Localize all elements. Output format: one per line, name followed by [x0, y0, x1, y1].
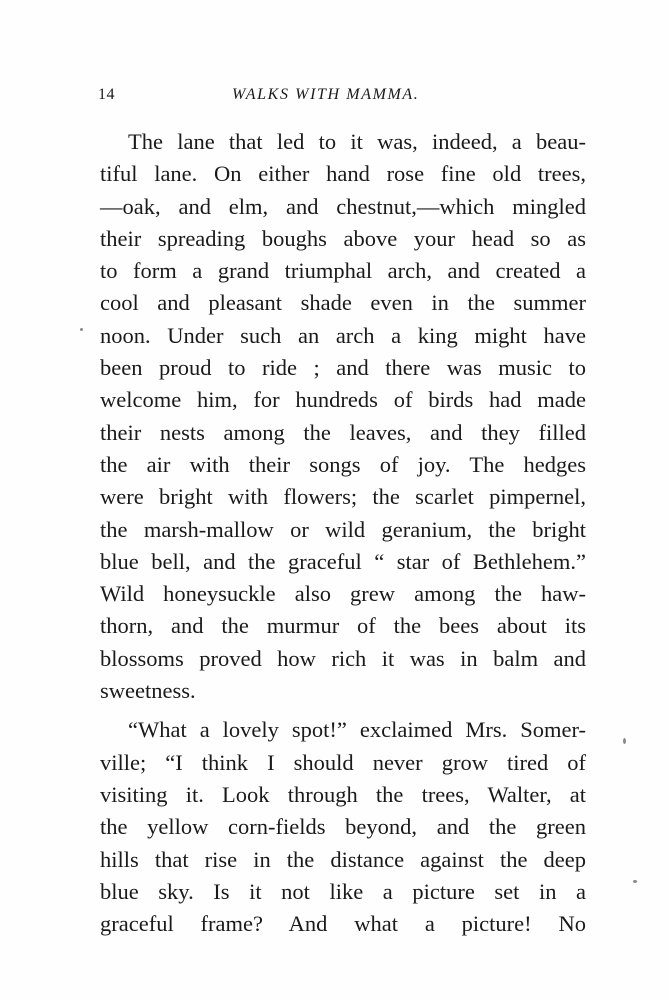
paragraph-1 — [100, 126, 586, 707]
text-line: to form a grand triumphal arch, and created a — [100, 258, 586, 284]
text-line: blue bell, and the graceful “ star of Bethlehem.” — [100, 548, 586, 574]
text-line: —oak, and elm, and chestnut,—which mingled — [100, 193, 586, 219]
text-line: blue sky. Is it not like a picture set in a — [100, 878, 586, 904]
text-line: “What a lovely spot!” exclaimed Mrs. Somer- — [128, 717, 586, 743]
page-number: 14 — [98, 86, 115, 103]
text-line: sweetness. — [100, 678, 196, 704]
text-line: cool and pleasant shade even in the summer — [100, 290, 586, 316]
text-line: welcome him, for hundreds of birds had made — [100, 387, 586, 413]
text-line: the marsh-mallow or wild geranium, the bright — [100, 516, 586, 542]
running-title: WALKS WITH MAMMA. — [232, 86, 420, 103]
text-line: blossoms proved how rich it was in balm and — [100, 645, 586, 671]
text-line: the air with their songs of joy. The hedges — [100, 451, 586, 477]
text-line: visiting it. Look through the trees, Walter, at — [100, 781, 586, 807]
text-line: ville; “I think I should never grow tired of — [100, 749, 586, 775]
text-line: thorn, and the murmur of the bees about its — [100, 613, 586, 639]
text-line: were bright with flowers; the scarlet pimpernel, — [100, 484, 586, 510]
text-line: their spreading boughs above your head so as — [100, 225, 586, 251]
text-line: Wild honeysuckle also grew among the haw- — [100, 581, 586, 607]
paper-speck — [633, 880, 637, 883]
text-line: graceful frame? And what a picture! No — [100, 911, 586, 937]
text-line: the yellow corn-fields beyond, and the green — [100, 814, 586, 840]
text-line: The lane that led to it was, indeed, a beau- — [128, 129, 586, 154]
paper-speck — [623, 738, 626, 744]
paragraph-gap — [100, 707, 586, 714]
running-head — [98, 86, 588, 110]
body-text — [100, 126, 586, 940]
text-line: tiful lane. On either hand rose fine old trees, — [100, 161, 586, 187]
paper-speck — [80, 328, 83, 331]
text-line: been proud to ride ; and there was music to — [100, 355, 586, 381]
text-line: hills that rise in the distance against the deep — [100, 846, 586, 872]
text-line: their nests among the leaves, and they filled — [100, 419, 586, 445]
paragraph-2 — [100, 714, 586, 940]
text-line: noon. Under such an arch a king might have — [100, 322, 586, 348]
